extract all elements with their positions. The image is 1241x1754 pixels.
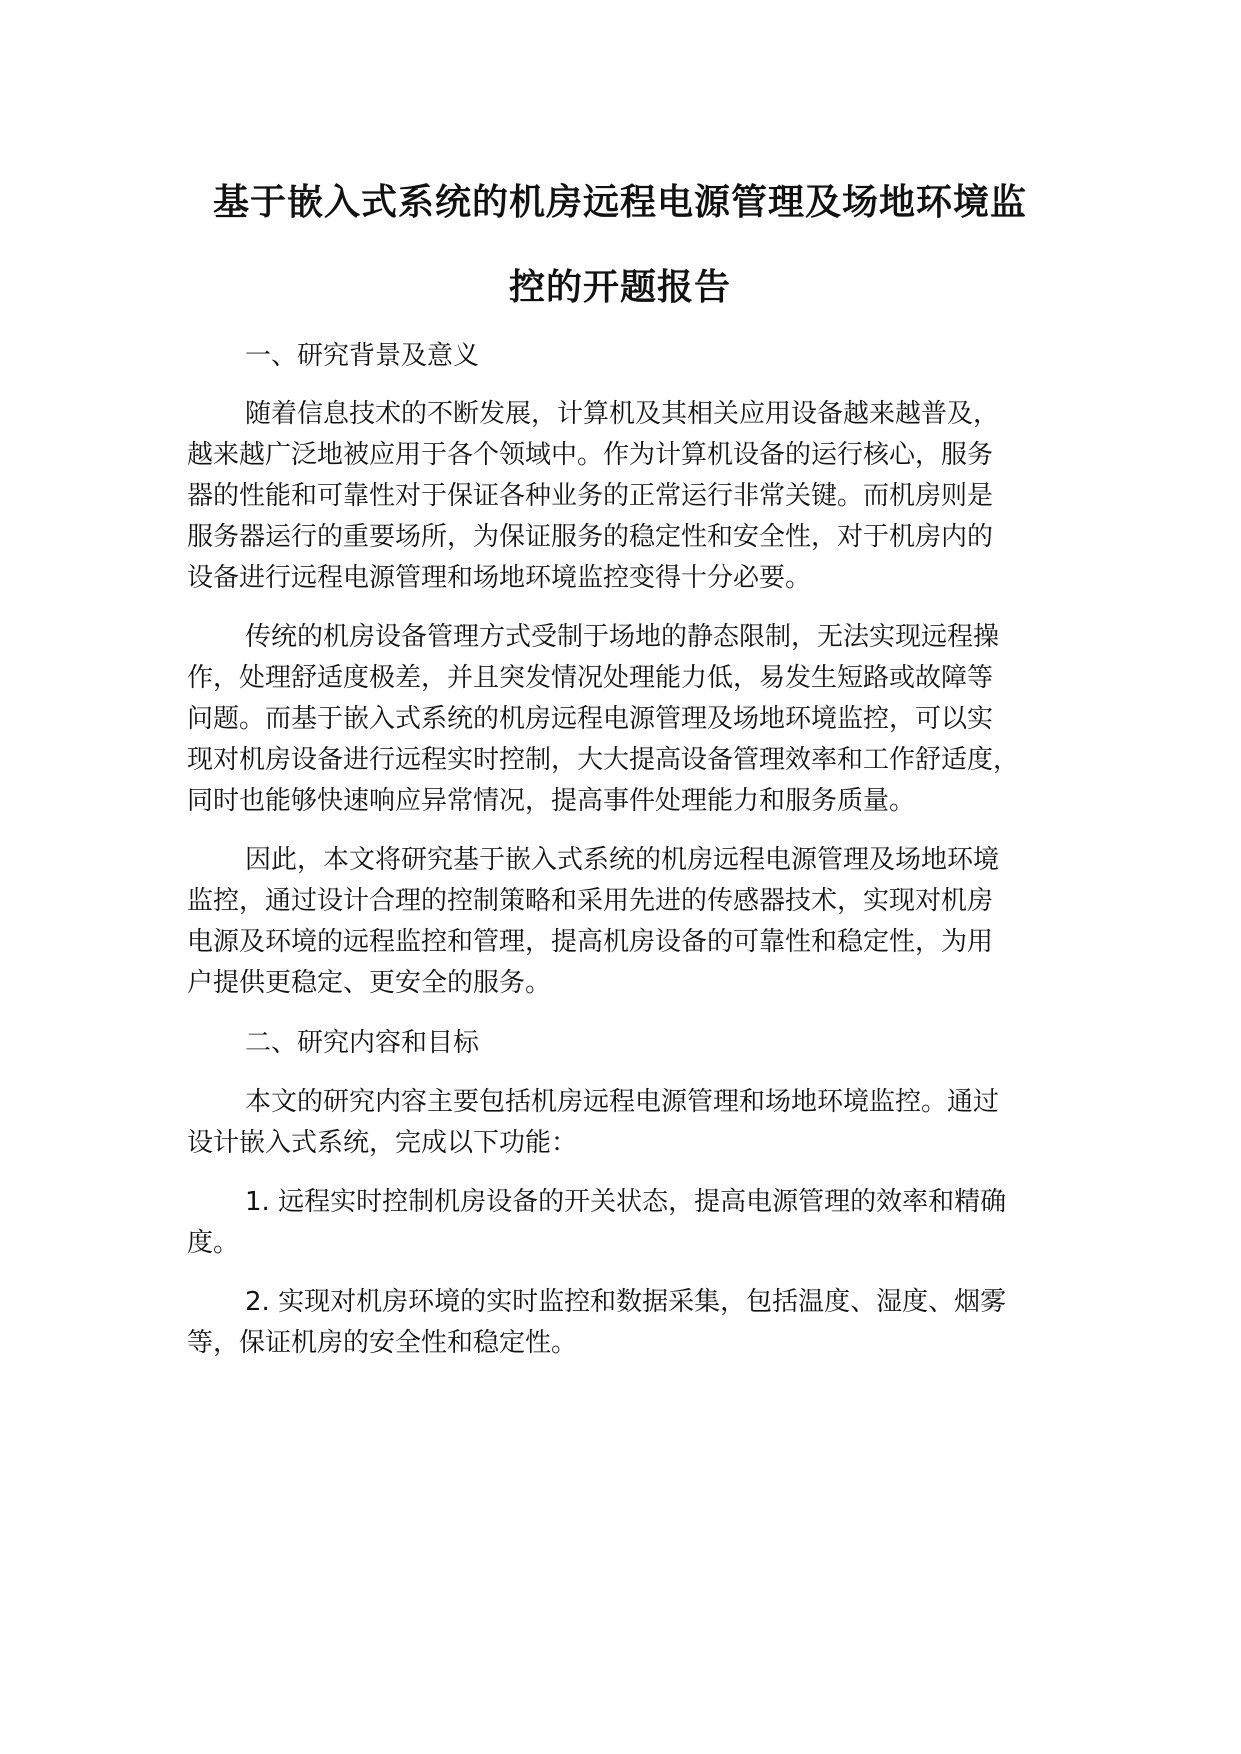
list-item-1-line-1: 1. 远程实时控制机房设备的开关状态，提高电源管理的效率和精确 [245,1187,1007,1217]
paragraph-1-line-2: 越来越广泛地被应用于各个领域中。作为计算机设备的运行核心，服务 [187,440,994,470]
paragraph-2-line-1: 传统的机房设备管理方式受制于场地的静态限制，无法实现远程操 [245,622,1000,652]
paragraph-1-line-3: 器的性能和可靠性对于保证各种业务的正常运行非常关键。而机房则是 [187,481,994,511]
paragraph-3-line-1: 因此，本文将研究基于嵌入式系统的机房远程电源管理及场地环境 [245,845,1000,875]
paragraph-2-line-5: 同时也能够快速响应异常情况，提高事件处理能力和服务质量。 [187,786,916,816]
paragraph-4-line-2: 设计嵌入式系统，完成以下功能： [187,1128,578,1158]
section-heading-content-goals: 二、研究内容和目标 [245,1028,480,1058]
paragraph-2-line-3: 问题。而基于嵌入式系统的机房远程电源管理及场地环境监控，可以实 [187,704,994,734]
paragraph-2-line-4: 现对机房设备进行远程实时控制，大大提高设备管理效率和工作舒适度， [187,745,1020,775]
document-title-line-2: 控的开题报告 [508,267,731,308]
list-item-1-line-2: 度。 [187,1228,240,1258]
paragraph-2-line-2: 作，处理舒适度极差，并且突发情况处理能力低，易发生短路或故障等 [187,663,994,693]
document-title-line-1: 基于嵌入式系统的机房远程电源管理及场地环境监 [212,182,1027,223]
paragraph-4-line-1: 本文的研究内容主要包括机房远程电源管理和场地环境监控。通过 [245,1087,1000,1117]
list-item-2-line-2: 等，保证机房的安全性和稳定性。 [187,1328,578,1358]
section-heading-background: 一、研究背景及意义 [245,341,480,371]
paragraph-1-line-5: 设备进行远程电源管理和场地环境监控变得十分必要。 [187,563,812,593]
paragraph-3-line-4: 户提供更稳定、更安全的服务。 [187,968,552,998]
paragraph-1-line-4: 服务器运行的重要场所，为保证服务的稳定性和安全性，对于机房内的 [187,522,994,552]
paragraph-3-line-3: 电源及环境的远程监控和管理，提高机房设备的可靠性和稳定性，为用 [187,927,994,957]
paragraph-1-line-1: 随着信息技术的不断发展，计算机及其相关应用设备越来越普及， [245,399,1000,429]
paragraph-3-line-2: 监控，通过设计合理的控制策略和采用先进的传感器技术，实现对机房 [187,886,994,916]
list-item-2-line-1: 2. 实现对机房环境的实时监控和数据采集，包括温度、湿度、烟雾 [245,1287,1007,1317]
